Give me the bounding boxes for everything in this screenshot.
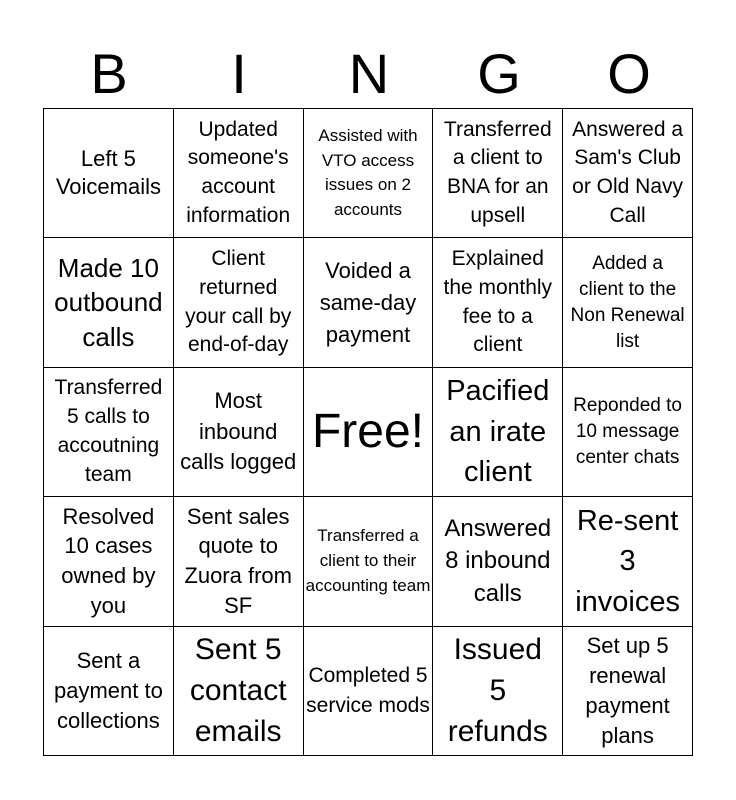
bingo-cell-text: Sent 5 contact emails [189, 632, 287, 749]
header-letter-b: B [90, 42, 128, 105]
bingo-cell[interactable] [44, 109, 174, 238]
bingo-cell[interactable] [304, 497, 434, 626]
bingo-cell-text: Sent a payment to collections [53, 647, 163, 733]
bingo-cell-text: Completed 5 service mods [306, 663, 430, 717]
bingo-cell[interactable] [174, 109, 304, 238]
bingo-cell[interactable] [563, 238, 693, 367]
bingo-cell-text: Transferred a client to BNA for an upsell [443, 117, 552, 227]
bingo-cell[interactable] [174, 368, 304, 497]
bingo-cell[interactable] [563, 627, 693, 756]
bingo-cell[interactable] [44, 238, 174, 367]
bingo-cell[interactable] [44, 627, 174, 756]
bingo-cell-text: Voided a same-day payment [319, 257, 417, 347]
bingo-cell-text: Resolved 10 cases owned by you [61, 503, 156, 619]
header-letter-g: G [477, 42, 521, 105]
bingo-cell-text: Updated someone's account information [186, 117, 291, 227]
bingo-cell[interactable] [563, 109, 693, 238]
bingo-cell-text: Made 10 outbound calls [54, 253, 163, 352]
bingo-cell-text: Left 5 Voicemails [55, 145, 161, 200]
bingo-cell[interactable] [304, 627, 434, 756]
bingo-cell-text: Reponded to 10 message center chats [573, 394, 682, 468]
bingo-cell-text: Pacified an irate client [446, 375, 550, 489]
bingo-cell[interactable] [433, 497, 563, 626]
bingo-cell-text: Transferred 5 calls to accoutning team [54, 376, 163, 486]
bingo-cell-text: Issued 5 refunds [447, 632, 548, 749]
header-letter-n: N [348, 42, 390, 105]
bingo-cell[interactable] [44, 368, 174, 497]
bingo-cell[interactable] [433, 238, 563, 367]
bingo-cell-text: Assisted with VTO access issues on 2 accounts [318, 125, 418, 219]
bingo-cell-text: Sent sales quote to Zuora from SF [184, 503, 292, 619]
bingo-cell-text: Set up 5 renewal payment plans [585, 632, 670, 748]
bingo-cell-text: Transferred a client to their accounting team [305, 526, 431, 595]
bingo-cell[interactable] [174, 627, 304, 756]
bingo-cell[interactable] [563, 497, 693, 626]
bingo-cell[interactable] [433, 109, 563, 238]
free-space-text: Free! [311, 405, 424, 459]
bingo-cell[interactable] [44, 497, 174, 626]
bingo-cell-text: Most inbound calls logged [180, 387, 297, 475]
bingo-cell-text: Explained the monthly fee to a client [443, 247, 553, 357]
bingo-cell[interactable] [433, 368, 563, 497]
bingo-cell-text: Re-sent 3 invoices [575, 504, 680, 618]
bingo-cell-text: Added a client to the Non Renewal list [570, 252, 685, 352]
bingo-cell-text: Answered a Sam's Club or Old Navy Call [572, 117, 684, 227]
bingo-grid [43, 108, 693, 756]
bingo-cell[interactable] [563, 368, 693, 497]
bingo-cell-free[interactable] [304, 368, 434, 497]
bingo-cell-text: Answered 8 inbound calls [444, 514, 552, 607]
bingo-cell[interactable] [304, 238, 434, 367]
bingo-cell[interactable] [174, 238, 304, 367]
bingo-cell[interactable] [433, 627, 563, 756]
header-letter-o: O [607, 42, 651, 105]
bingo-header [44, 40, 694, 108]
bingo-cell[interactable] [174, 497, 304, 626]
header-letter-i: I [231, 42, 247, 105]
bingo-cell[interactable] [304, 109, 434, 238]
bingo-cell-text: Client returned your call by end-of-day [185, 247, 292, 357]
